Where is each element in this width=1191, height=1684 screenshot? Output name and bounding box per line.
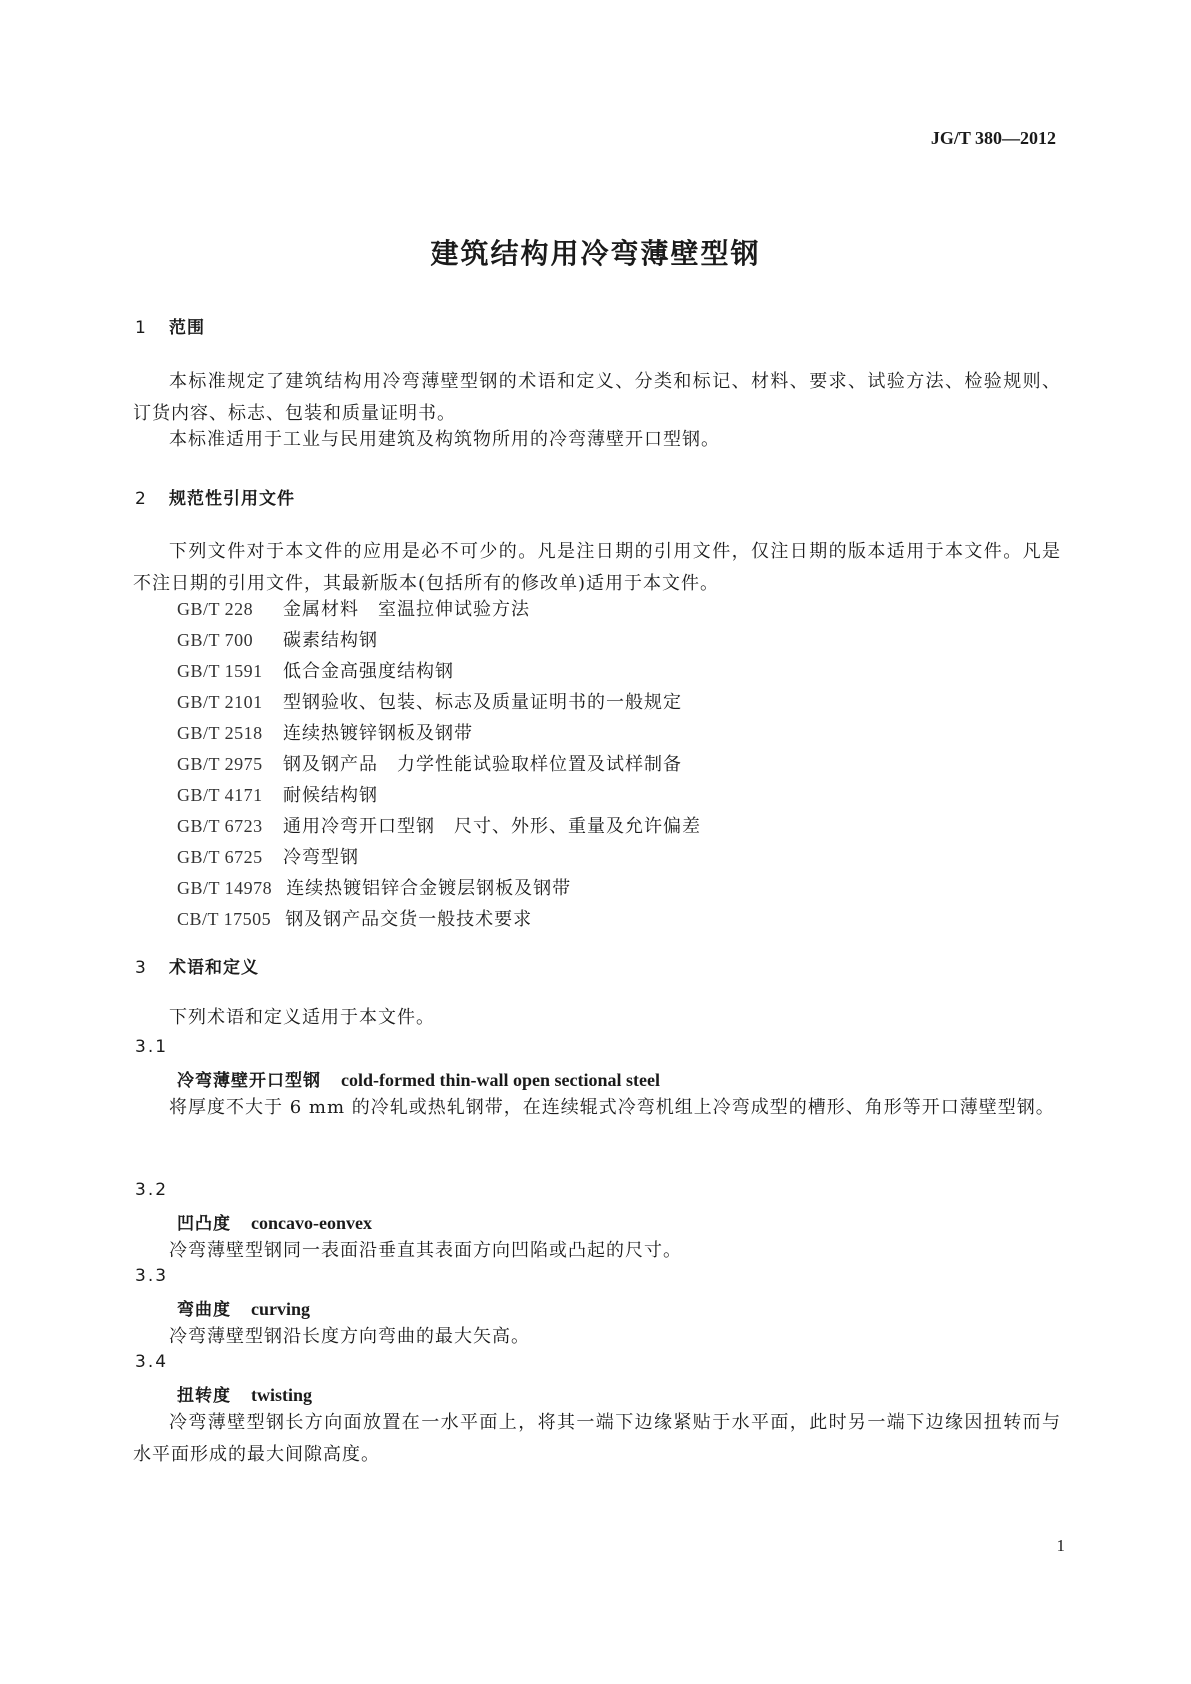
term-definition: 冷弯薄壁型钢同一表面沿垂直其表面方向凹陷或凸起的尺寸。 [169,1240,682,1261]
reference-code: GB/T 1591 [177,661,263,681]
reference-item [177,904,701,935]
reference-code: GB/T 2101 [177,692,263,712]
reference-code: GB/T 2518 [177,723,263,743]
term-en: twisting [251,1385,313,1405]
reference-item [177,811,701,842]
term-heading [177,1381,312,1406]
term-heading [177,1295,310,1320]
reference-name: 钢及钢产品 力学性能试验取样位置及试样制备 [283,754,682,775]
standard-code: JG/T 380—2012 [930,128,1056,148]
reference-item [177,718,701,749]
reference-name: 金属材料 室温拉伸试验方法 [283,599,530,620]
reference-code: GB/T 14978 [177,878,273,898]
section-title: 规范性引用文件 [169,489,295,509]
term-number: 3.1 [135,1037,169,1057]
reference-name: 连续热镀铝锌合金镀层钢板及钢带 [286,878,572,899]
term-heading [177,1209,372,1234]
document-title: 建筑结构用冷弯薄壁型钢 [430,237,761,270]
section-number: 2 [135,489,147,509]
term-number: 3.3 [135,1266,169,1286]
reference-name: 连续热镀锌钢板及钢带 [283,723,473,744]
term-definition: 冷弯薄壁型钢长方向面放置在一水平面上，将其一端下边缘紧贴于水平面，此时另一端下边缘因扭转而与水平面形成的最大间隙高度。 [133,1412,1061,1465]
reference-item [177,625,701,656]
reference-item [177,749,701,780]
reference-item [177,780,701,811]
section-title: 范围 [169,318,205,338]
reference-code: GB/T 6725 [177,847,263,867]
reference-item [177,842,701,873]
reference-name: 冷弯型钢 [283,847,359,868]
term-definition: 冷弯薄壁型钢沿长度方向弯曲的最大矢高。 [169,1326,530,1347]
reference-name: 通用冷弯开口型钢 尺寸、外形、重量及允许偏差 [283,816,701,837]
reference-item [177,656,701,687]
term-cn: 扭转度 [177,1386,231,1406]
section-title: 术语和定义 [169,958,259,978]
reference-code: GB/T 700 [177,630,254,650]
section-1-paragraph-2: 本标准适用于工业与民用建筑及构筑物所用的冷弯薄壁开口型钢。 [169,429,720,450]
reference-code: GB/T 2975 [177,754,263,774]
term-en: cold-formed thin-wall open sectional steel [341,1070,660,1090]
term-en: concavo-eonvex [251,1213,372,1233]
reference-code: GB/T 228 [177,599,254,619]
term-definition: 将厚度不大于 6 mm 的冷轧或热轧钢带，在连续辊式冷弯机组上冷弯成型的槽形、角形等开口薄壁型钢。 [169,1097,1055,1118]
section-number: 1 [135,318,147,338]
term-number: 3.4 [135,1352,169,1372]
term-number: 3.2 [135,1180,169,1200]
reference-code: GB/T 6723 [177,816,263,836]
reference-item [177,873,701,904]
term-cn: 冷弯薄壁开口型钢 [177,1071,321,1091]
reference-name: 型钢验收、包装、标志及质量证明书的一般规定 [283,692,682,713]
term-cn: 弯曲度 [177,1300,231,1320]
term-en: curving [251,1299,311,1319]
reference-item [177,687,701,718]
reference-item [177,594,701,625]
page-number: 1 [1056,1536,1065,1555]
reference-code: GB/T 4171 [177,785,263,805]
section-1-heading [135,313,205,338]
section-1-paragraph-1: 本标准规定了建筑结构用冷弯薄壁型钢的术语和定义、分类和标记、材料、要求、试验方法、检验规则、订货内容、标志、包装和质量证明书。 [133,371,1061,424]
section-2-intro: 下列文件对于本文件的应用是必不可少的。凡是注日期的引用文件，仅注日期的版本适用于本文件。凡是不注日期的引用文件，其最新版本(包括所有的修改单)适用于本文件。 [133,541,1061,594]
section-number: 3 [135,958,147,978]
term-cn: 凹凸度 [177,1214,231,1234]
reference-name: 钢及钢产品交货一般技术要求 [285,909,533,930]
reference-list [177,594,701,935]
section-2-heading [135,484,295,509]
reference-name: 低合金高强度结构钢 [283,661,454,682]
section-3-heading [135,953,259,978]
reference-name: 耐候结构钢 [283,785,378,806]
reference-name: 碳素结构钢 [283,630,378,651]
reference-code: CB/T 17505 [177,909,272,929]
section-3-intro: 下列术语和定义适用于本文件。 [169,1007,435,1028]
term-heading [177,1066,660,1091]
